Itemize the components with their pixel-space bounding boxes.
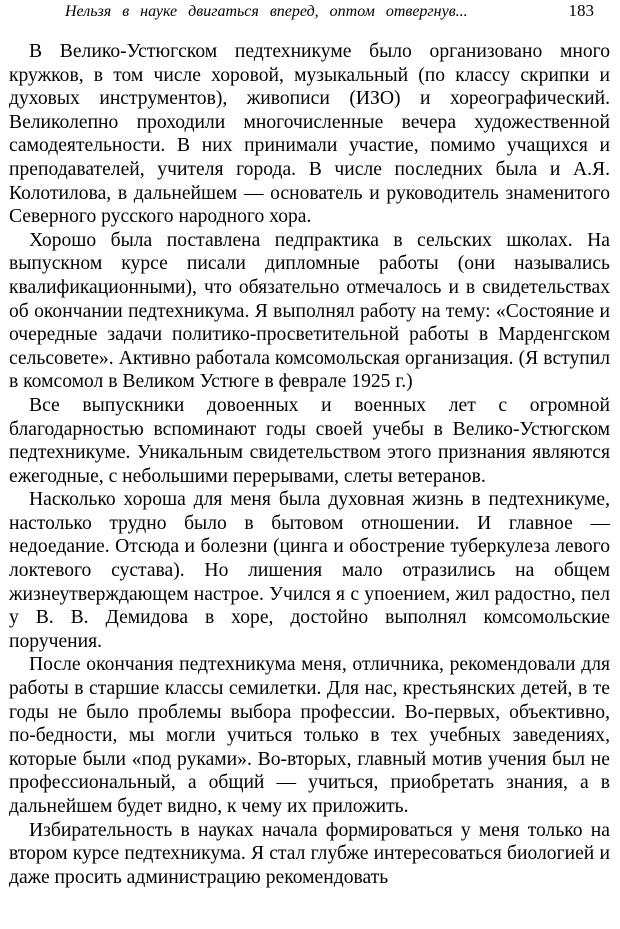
- paragraph: В Велико-Устюгском педтехникуме было организовано много кружков, в том числе хоровой, музыкальный (по классу скрипки и духовых инструментов), живописи (ИЗО) и хореографический. Великолепно проходили многочисленные вечера художественной самодеятельности. В них принимали участие, помимо учащихся и преподавателей, учителя города. В числе последних была и А.Я. Колотилова, в дальнейшем — основатель и руководитель знаменитого Северного русского народного хора.: [9, 41, 610, 228]
- body-text: [9, 40, 610, 889]
- running-title: Нельзя в науке двигаться вперед, оптом отвергнув...: [65, 3, 468, 20]
- page-number: 183: [568, 1, 594, 20]
- paragraph: После окончания педтехникума меня, отличника, рекомендовали для работы в старшие классы семилетки. Для нас, крестьянских детей, в те годы не было проблемы выбора профессии. Во-первых, объективно, по-бедности, мы могли учиться только в тех учебных заведениях, которые были «под руками». Во-вторых, главный мотив учения был не профессиональный, а общий — учиться, приобретать знания, а в дальнейшем будет видно, к чему их приложить.: [9, 654, 610, 817]
- paragraph: Избирательность в науках начала формироваться у меня только на втором курсе педтехникума. Я стал глубже интересоваться биологией и даже просить администрацию рекомендовать: [9, 819, 610, 888]
- paragraph: Насколько хороша для меня была духовная жизнь в педтехникуме, настолько трудно было в бытовом отношении. И главное — недоедание. Отсюда и болезни (цинга и обострение туберкулеза левого локтевого сустава). Но лишения мало отразились на общем жизнеутверждающем настрое. Учился я с упоением, жил радостно, пел у В. В. Демидова в хоре, достойно выполнял комсомольские поручения.: [9, 489, 610, 652]
- paragraph: Все выпускники довоенных и военных лет с огромной благодарностью вспоминают годы своей учебы в Велико-Устюгском педтехникуме. Уникальным свидетельством этого признания являются ежегодные, с небольшими перерывами, слеты ветеранов.: [9, 394, 610, 487]
- paragraph: Хорошо была поставлена педпрактика в сельских школах. На выпускном курсе писали дипломные работы (они назывались квалификационными), что обязательно отмечалось и в свидетельствах об окончании педтехникума. Я выполнял работу на тему: «Состояние и очередные задачи политико-просветительной работы в Марденгском сельсовете». Активно работала комсомольская организация. (Я вступил в комсомол в Великом Устюге в феврале 1925 г.): [9, 229, 610, 393]
- running-header: [9, 0, 610, 40]
